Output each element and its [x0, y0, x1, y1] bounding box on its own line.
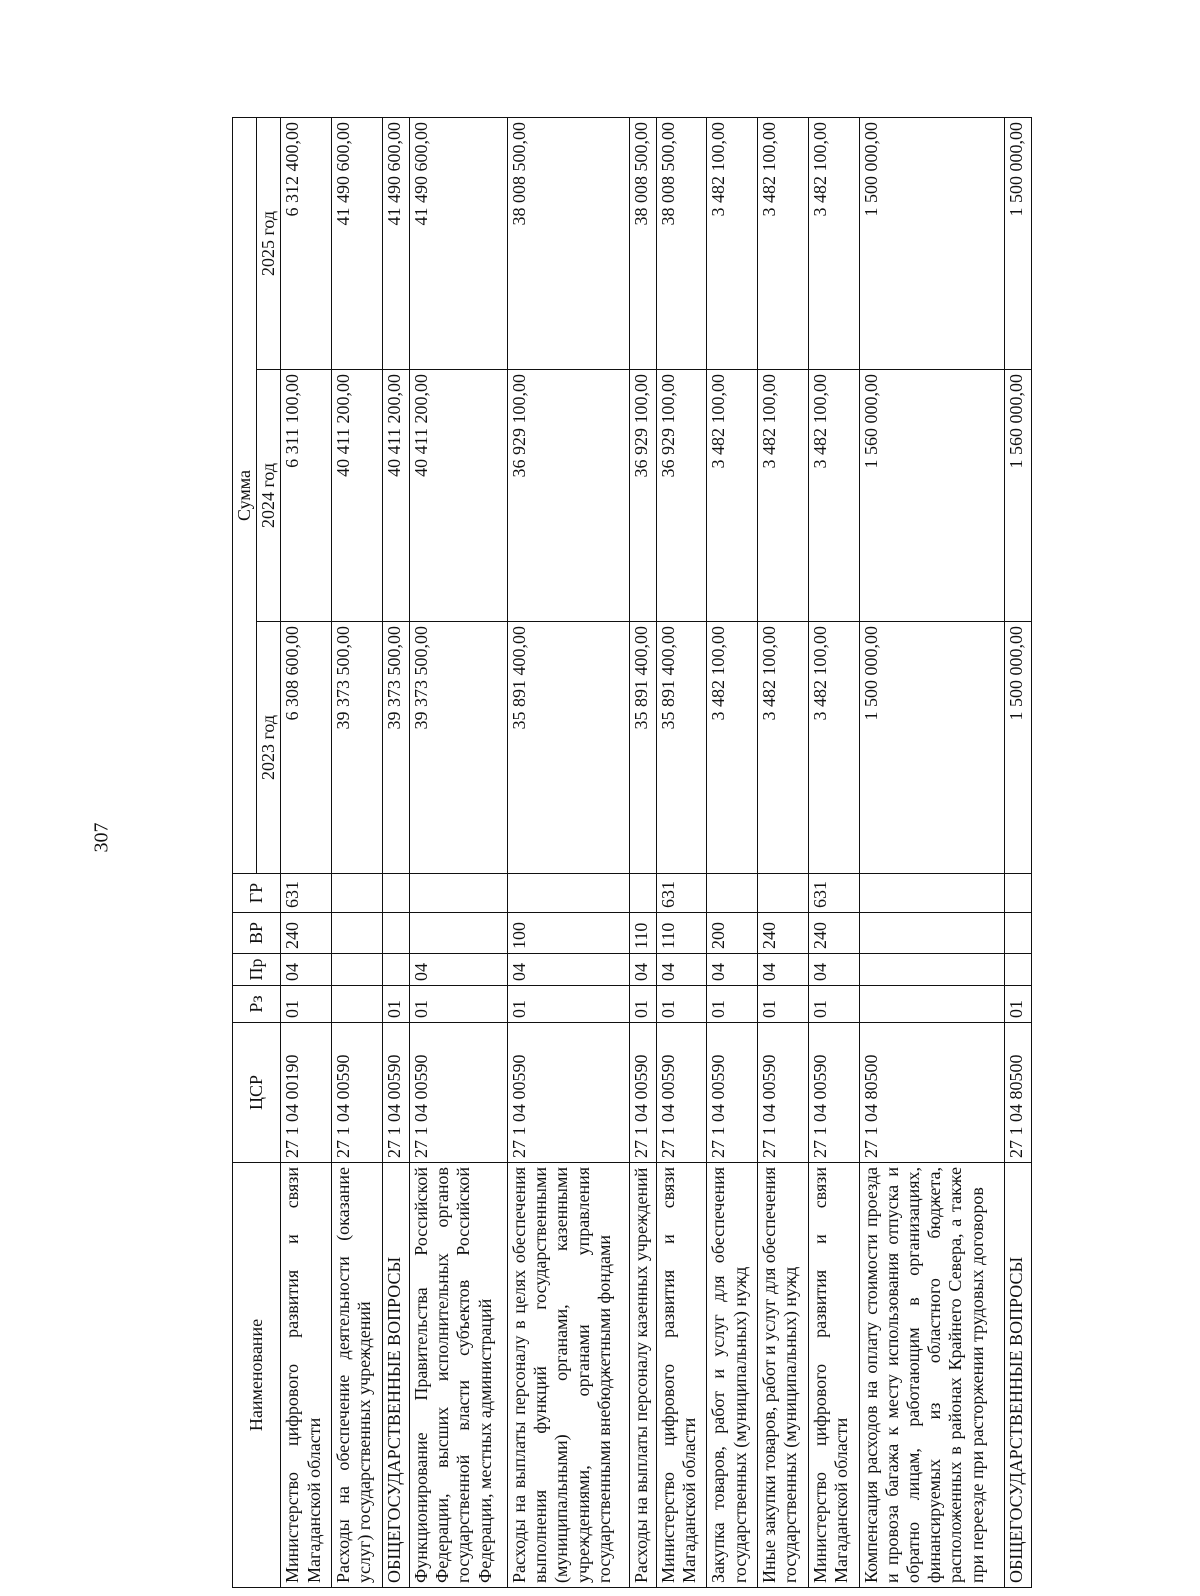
table-row [382, 117, 409, 1587]
cell-sum-2025: 41 490 600,00 [409, 117, 507, 369]
table-row [507, 117, 629, 1587]
cell-gr [629, 874, 656, 913]
cell-rz: 01 [656, 986, 707, 1023]
cell-vr: 240 [808, 913, 859, 954]
header-rz: Рз [233, 986, 281, 1023]
cell-gr [409, 874, 507, 913]
cell-sum-2023: 1 500 000,00 [1004, 622, 1031, 874]
cell-vr: 240 [281, 913, 332, 954]
cell-sum-2024: 3 482 100,00 [808, 370, 859, 622]
cell-sum-2023: 3 482 100,00 [707, 622, 758, 874]
cell-rz [332, 986, 383, 1023]
cell-sum-2024: 36 929 100,00 [629, 370, 656, 622]
cell-sum-2023: 35 891 400,00 [507, 622, 629, 874]
cell-sum-2024: 40 411 200,00 [332, 370, 383, 622]
table-row [1004, 117, 1031, 1587]
table-row [758, 117, 809, 1587]
cell-sum-2025: 1 500 000,00 [859, 117, 1004, 369]
cell-vr: 240 [758, 913, 809, 954]
header-year-2025: 2025 год [257, 117, 281, 369]
cell-pr: 04 [281, 954, 332, 986]
cell-pr: 04 [808, 954, 859, 986]
table-body [281, 117, 1032, 1587]
cell-name: Компенсация расходов на оплату стоимости проезда и провоза багажа к месту использования отпуска и обратно лицам, работающим в организациях, финансируемых из областного бюджета, расположенных в районах Крайнего Севера, а также при переезде при расторжении трудовых договоров [859, 1163, 1004, 1588]
table-row [656, 117, 707, 1587]
cell-sum-2025: 41 490 600,00 [332, 117, 383, 369]
header-pr: Пр [233, 954, 281, 986]
cell-rz: 01 [758, 986, 809, 1023]
cell-name: Расходы на выплаты персоналу в целях обеспечения выполнения функций государственными (муниципальными) органами, казенными учреждениями, органами управления государственными внебюджетными фондами [507, 1163, 629, 1588]
header-name: Наименование [233, 1163, 281, 1588]
cell-name: Министерство цифрового развития и связи Магаданской области [281, 1163, 332, 1588]
cell-pr: 04 [656, 954, 707, 986]
cell-name: ОБЩЕГОСУДАРСТВЕННЫЕ ВОПРОСЫ [1004, 1163, 1031, 1588]
cell-sum-2024: 40 411 200,00 [409, 370, 507, 622]
cell-pr: 04 [707, 954, 758, 986]
cell-rz: 01 [281, 986, 332, 1023]
cell-pr: 04 [409, 954, 507, 986]
cell-pr [332, 954, 383, 986]
cell-pr: 04 [629, 954, 656, 986]
cell-csr: 27 1 04 00590 [758, 1023, 809, 1163]
cell-sum-2024: 6 311 100,00 [281, 370, 332, 622]
cell-csr: 27 1 04 00590 [808, 1023, 859, 1163]
cell-name: Расходы на обеспечение деятельности (оказание услуг) государственных учреждений [332, 1163, 383, 1588]
cell-name: Функционирование Правительства Российской Федерации, высших исполнительных органов государственной власти субъектов Российской Федерации, местных администраций [409, 1163, 507, 1588]
cell-gr [507, 874, 629, 913]
cell-name: Иные закупки товаров, работ и услуг для обеспечения государственных (муниципальных) нужд [758, 1163, 809, 1588]
cell-gr: 631 [281, 874, 332, 913]
table-row [281, 117, 332, 1587]
cell-vr: 100 [507, 913, 629, 954]
cell-sum-2025: 3 482 100,00 [758, 117, 809, 369]
cell-name: Министерство цифрового развития и связи Магаданской области [808, 1163, 859, 1588]
cell-sum-2024: 3 482 100,00 [758, 370, 809, 622]
table-header [233, 117, 281, 1587]
cell-rz: 01 [707, 986, 758, 1023]
cell-sum-2023: 1 500 000,00 [859, 622, 1004, 874]
cell-sum-2024: 1 560 000,00 [1004, 370, 1031, 622]
cell-sum-2025: 38 008 500,00 [629, 117, 656, 369]
cell-pr: 04 [507, 954, 629, 986]
cell-vr: 110 [629, 913, 656, 954]
cell-csr: 27 1 04 00590 [629, 1023, 656, 1163]
cell-pr [382, 954, 409, 986]
cell-gr [758, 874, 809, 913]
rotated-page-content [232, 118, 1032, 1588]
cell-vr [1004, 913, 1031, 954]
cell-csr: 27 1 04 00590 [409, 1023, 507, 1163]
cell-rz: 01 [629, 986, 656, 1023]
cell-vr [859, 913, 1004, 954]
header-sum: Сумма [233, 117, 257, 873]
budget-table [232, 117, 1032, 1588]
cell-name: Закупка товаров, работ и услуг для обеспечения государственных (муниципальных) нужд [707, 1163, 758, 1588]
cell-sum-2023: 6 308 600,00 [281, 622, 332, 874]
cell-rz: 01 [507, 986, 629, 1023]
cell-csr: 27 1 04 00590 [656, 1023, 707, 1163]
cell-gr [859, 874, 1004, 913]
cell-sum-2023: 35 891 400,00 [656, 622, 707, 874]
cell-csr: 27 1 04 00590 [382, 1023, 409, 1163]
cell-sum-2023: 3 482 100,00 [758, 622, 809, 874]
cell-sum-2023: 39 373 500,00 [332, 622, 383, 874]
cell-name: Расходы на выплаты персоналу казенных учреждений [629, 1163, 656, 1588]
cell-rz: 01 [382, 986, 409, 1023]
table-row [707, 117, 758, 1587]
cell-vr [382, 913, 409, 954]
cell-name: ОБЩЕГОСУДАРСТВЕННЫЕ ВОПРОСЫ [382, 1163, 409, 1588]
cell-sum-2025: 41 490 600,00 [382, 117, 409, 369]
cell-vr [409, 913, 507, 954]
cell-csr: 27 1 04 00590 [332, 1023, 383, 1163]
cell-sum-2023: 39 373 500,00 [382, 622, 409, 874]
cell-sum-2025: 3 482 100,00 [808, 117, 859, 369]
table-row [629, 117, 656, 1587]
cell-vr: 200 [707, 913, 758, 954]
cell-gr: 631 [656, 874, 707, 913]
header-year-2024: 2024 год [257, 370, 281, 622]
cell-sum-2023: 35 891 400,00 [629, 622, 656, 874]
cell-rz: 01 [409, 986, 507, 1023]
cell-sum-2025: 1 500 000,00 [1004, 117, 1031, 369]
cell-sum-2024: 36 929 100,00 [507, 370, 629, 622]
cell-sum-2023: 39 373 500,00 [409, 622, 507, 874]
cell-sum-2025: 38 008 500,00 [507, 117, 629, 369]
cell-sum-2024: 36 929 100,00 [656, 370, 707, 622]
cell-pr: 04 [758, 954, 809, 986]
cell-sum-2024: 1 560 000,00 [859, 370, 1004, 622]
cell-sum-2024: 40 411 200,00 [382, 370, 409, 622]
header-year-2023: 2023 год [257, 622, 281, 874]
cell-pr [859, 954, 1004, 986]
cell-gr [382, 874, 409, 913]
cell-gr: 631 [808, 874, 859, 913]
header-csr: ЦСР [233, 1023, 281, 1163]
cell-csr: 27 1 04 80500 [1004, 1023, 1031, 1163]
cell-sum-2025: 6 312 400,00 [281, 117, 332, 369]
cell-csr: 27 1 04 80500 [859, 1023, 1004, 1163]
cell-sum-2024: 3 482 100,00 [707, 370, 758, 622]
cell-pr [1004, 954, 1031, 986]
header-vr: ВР [233, 913, 281, 954]
page-number: 307 [90, 822, 113, 853]
table-row [859, 117, 1004, 1587]
table-row [332, 117, 383, 1587]
table-row [808, 117, 859, 1587]
cell-rz: 01 [1004, 986, 1031, 1023]
cell-sum-2023: 3 482 100,00 [808, 622, 859, 874]
cell-gr [1004, 874, 1031, 913]
cell-gr [707, 874, 758, 913]
cell-rz [859, 986, 1004, 1023]
cell-sum-2025: 38 008 500,00 [656, 117, 707, 369]
cell-sum-2025: 3 482 100,00 [707, 117, 758, 369]
cell-csr: 27 1 04 00190 [281, 1023, 332, 1163]
cell-csr: 27 1 04 00590 [707, 1023, 758, 1163]
cell-csr: 27 1 04 00590 [507, 1023, 629, 1163]
header-gr: ГР [233, 874, 281, 913]
cell-rz: 01 [808, 986, 859, 1023]
cell-gr [332, 874, 383, 913]
table-row [409, 117, 507, 1587]
cell-vr: 110 [656, 913, 707, 954]
cell-vr [332, 913, 383, 954]
cell-name: Министерство цифрового развития и связи Магаданской области [656, 1163, 707, 1588]
